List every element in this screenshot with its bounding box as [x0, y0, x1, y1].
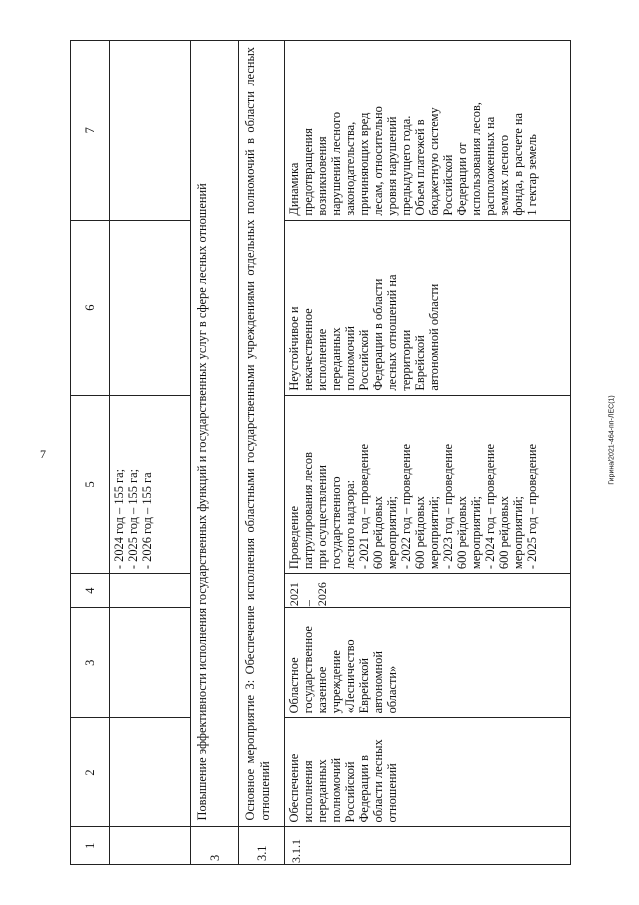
row-3-number: 3	[191, 827, 239, 865]
header-cell-1: 1	[71, 827, 110, 865]
cont-cell-2	[110, 718, 191, 827]
row-3-1-1-col6: Неустойчивое и некачественное исполнение переданных полномочий Российской Федерации в области лесных отношений на территории Еврейской автономной области	[285, 220, 571, 395]
cont-line: - 2026 год – 155 га	[140, 472, 154, 570]
header-row	[71, 41, 110, 865]
header-cell-2: 2	[71, 718, 110, 827]
cont-line: - 2025 год – 155 га;	[126, 468, 140, 570]
rotated-table-container	[70, 40, 580, 865]
row-3-1-1-col7: Динамика предотвращения возникновения нарушений лесного законодательства, причиняющих вред лесам, относительно уровня нарушений предыдущего года. Объем платежей в бюджетную систему Российской Федерации от использования лесов, расположенных на землях лесного фонда, в расчете на 1 гектар земель	[285, 41, 571, 221]
row-3-1-1	[285, 41, 571, 865]
row-3-1-number: 3.1	[239, 827, 285, 865]
cont-cell-7	[110, 41, 191, 221]
row-3-1-1-col5: Проведение патрулирования лесов при осуществлении государственного лесного надзора: - 2021 год – проведение 600 рейдовых мероприятий; - 2022 год – проведение 600 рейдовых мероприятий; - 2023 год – проведение 600 рейдовых мероприятий; - 2024 год – проведение 600 рейдовых мероприятий; - 2025 год – проведение	[285, 395, 571, 573]
continuation-row	[110, 41, 191, 865]
program-table	[70, 40, 571, 865]
row-3-1-1-number: 3.1.1	[285, 827, 571, 865]
cont-cell-5	[110, 395, 191, 573]
row-3-text: Повышение эффективности исполнения государственных функций и государственных услуг в сфере лесных отношений	[191, 41, 239, 828]
page-number: 7	[40, 447, 46, 461]
row-3-1-1-col4: 2021 – 2026	[285, 574, 571, 608]
row-3-1-text: Основное мероприятие 3: Обеспечение исполнения областными государственными учреждениями отдельных полномочий в области лесных отношений	[239, 41, 285, 828]
cont-cell-1	[110, 827, 191, 865]
header-cell-5: 5	[71, 395, 110, 573]
cont-cell-6	[110, 220, 191, 395]
cont-cell-4	[110, 574, 191, 608]
row-3-1	[239, 41, 285, 865]
row-3	[191, 41, 239, 865]
header-cell-7: 7	[71, 41, 110, 221]
cont-cell-3	[110, 608, 191, 718]
row-3-1-1-col3: Областное государственное казенное учреждение «Лесничество Еврейской автономной области»	[285, 608, 571, 718]
row-3-1-1-col2: Обеспечение исполнения переданных полномочий Российской Федерации в области лесных отношений	[285, 718, 571, 827]
footer-code-text: Гирина/2021-464-пп-ЛЕС(1)	[608, 395, 616, 485]
header-cell-4: 4	[71, 574, 110, 608]
cont-line: - 2024 год – 155 га;	[112, 468, 126, 570]
header-cell-3: 3	[71, 608, 110, 718]
header-cell-6: 6	[71, 220, 110, 395]
